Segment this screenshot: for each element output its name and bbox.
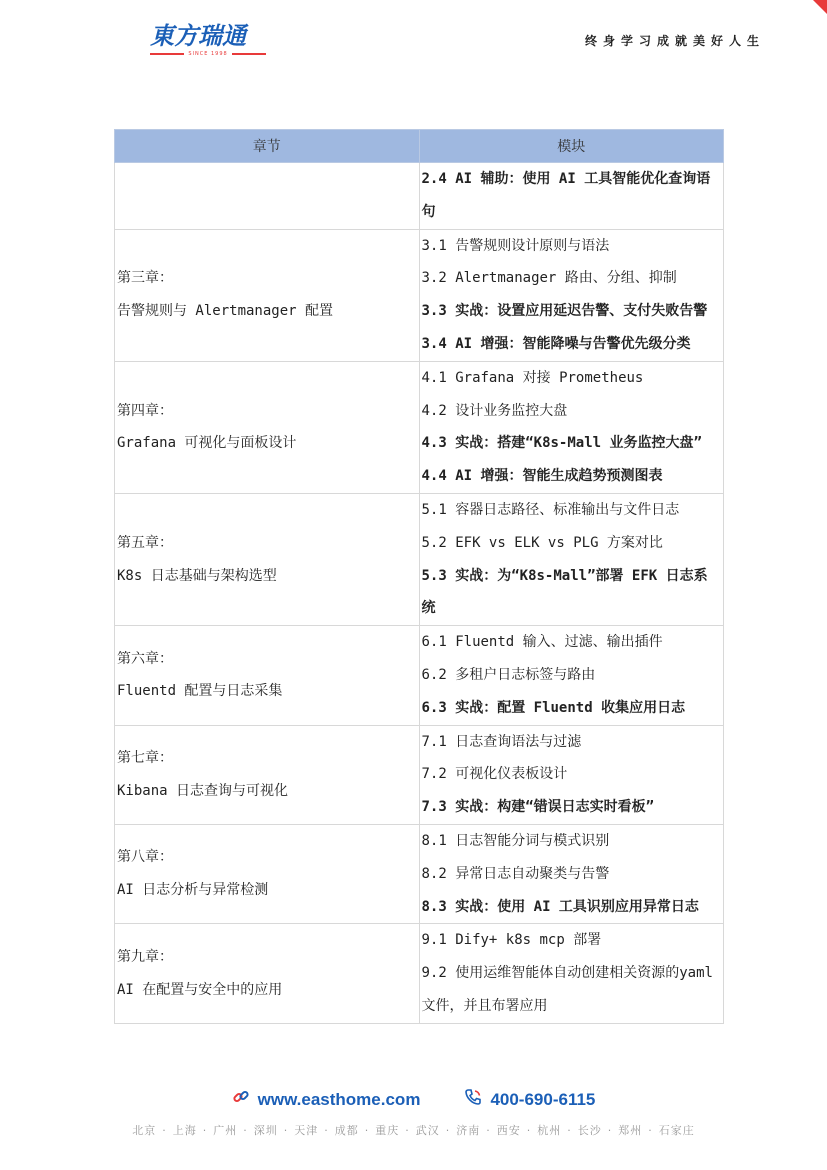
module-cell: [419, 493, 724, 625]
chapter-number: 第六章：: [117, 650, 173, 667]
city-name: 成都: [334, 1124, 359, 1137]
slogan: 终身学习成就美好人生: [584, 34, 765, 48]
module-item: 2.4 AI 辅助：使用 AI 工具智能优化查询语句: [421, 171, 711, 220]
footer-contacts: [0, 1088, 827, 1111]
logo-bar-left: [150, 53, 184, 55]
module-cell: [419, 361, 724, 493]
chapter-cell: [115, 361, 420, 493]
module-cell: [419, 229, 724, 361]
table-header-row: [115, 130, 724, 163]
city-separator: ·: [486, 1124, 491, 1137]
city-separator: ·: [405, 1124, 410, 1137]
city-separator: ·: [567, 1124, 572, 1137]
logo-since-row: [150, 51, 266, 57]
table-row: [115, 626, 724, 725]
city-name: 重庆: [375, 1124, 400, 1137]
table-row: [115, 163, 724, 230]
module-cell: [419, 163, 724, 230]
city-name: 深圳: [253, 1124, 278, 1137]
city-separator: ·: [445, 1124, 451, 1137]
column-header-module: 模块: [419, 130, 724, 163]
corner-accent: [813, 0, 827, 14]
city-separator: ·: [607, 1124, 613, 1137]
chapter-number: 第九章：: [117, 948, 173, 965]
city-separator: ·: [202, 1124, 208, 1137]
city-name: 石家庄: [658, 1124, 695, 1137]
module-item: 3.4 AI 增强：智能降噪与告警优先级分类: [421, 335, 691, 352]
logo-bar-right: [232, 53, 266, 55]
chapter-cell: [115, 725, 420, 824]
module-cell: [419, 824, 724, 923]
table-row: [115, 725, 724, 824]
city-name: 济南: [456, 1124, 481, 1137]
table-row: [115, 924, 724, 1023]
module-item: 7.3 实战：构建“错误日志实时看板”: [421, 799, 655, 816]
chapter-number: 第四章：: [117, 402, 173, 419]
chapter-cell: [115, 924, 420, 1023]
table-row: [115, 229, 724, 361]
chapter-number: 第七章：: [117, 749, 173, 766]
chapter-title: Fluentd 配置与日志采集: [117, 683, 283, 700]
chapter-title: Kibana 日志查询与可视化: [117, 782, 289, 799]
chapter-number: 第三章：: [117, 270, 173, 287]
phone-item[interactable]: [464, 1088, 595, 1111]
chapter-title: 告警规则与 Alertmanager 配置: [117, 303, 334, 320]
table-row: [115, 824, 724, 923]
city-separator: ·: [324, 1124, 329, 1137]
city-name: 广州: [213, 1124, 238, 1137]
chapter-number: 第八章：: [117, 849, 173, 866]
module-item: 7.1 日志查询语法与过滤: [421, 733, 582, 750]
brand-logo: [150, 22, 266, 57]
chapter-cell: [115, 493, 420, 625]
module-item: 8.2 异常日志自动聚类与告警: [421, 865, 610, 882]
chapter-title: AI 在配置与安全中的应用: [117, 981, 283, 998]
city-name: 北京: [132, 1124, 157, 1137]
module-item: 4.3 实战：搭建“K8s-Mall 业务监控大盘”: [421, 435, 702, 452]
chapter-title: Grafana 可视化与面板设计: [117, 435, 297, 452]
chapter-cell: [115, 824, 420, 923]
column-header-chapter: 章节: [115, 130, 420, 163]
city-separator: ·: [648, 1124, 653, 1137]
chapter-cell: [115, 229, 420, 361]
module-item: 5.1 容器日志路径、标准输出与文件日志: [421, 501, 680, 518]
chapter-cell: [115, 626, 420, 725]
city-name: 天津: [294, 1124, 319, 1137]
module-item: 4.2 设计业务监控大盘: [421, 402, 568, 419]
module-item: 9.2 使用运维智能体自动创建相关资源的yaml 文件，并且布署应用: [421, 965, 713, 1014]
city-separator: ·: [364, 1124, 370, 1137]
city-name: 武汉: [415, 1124, 440, 1137]
course-outline-table: [114, 129, 724, 1024]
chapter-number: 第五章：: [117, 534, 173, 551]
module-item: 5.2 EFK vs ELK vs PLG 方案对比: [421, 534, 663, 551]
module-item: 7.2 可视化仪表板设计: [421, 766, 568, 783]
module-cell: [419, 725, 724, 824]
city-separator: ·: [526, 1124, 532, 1137]
logo-since: SINCE 1998: [188, 51, 228, 57]
table-row: [115, 361, 724, 493]
module-cell: [419, 924, 724, 1023]
city-name: 西安: [496, 1124, 521, 1137]
table-row: [115, 493, 724, 625]
logo-text: 東方瑞通: [150, 22, 246, 50]
module-item: 4.1 Grafana 对接 Prometheus: [421, 369, 644, 386]
city-name: 长沙: [577, 1124, 602, 1137]
chapter-title: K8s 日志基础与架构选型: [117, 567, 277, 584]
chapter-cell: [115, 163, 420, 230]
module-item: 3.2 Alertmanager 路由、分组、抑制: [421, 270, 677, 287]
module-item: 5.3 实战：为“K8s-Mall”部署 EFK 日志系统: [421, 567, 708, 617]
module-item: 8.1 日志智能分词与模式识别: [421, 832, 610, 849]
module-item: 3.3 实战：设置应用延迟告警、支付失败告警: [421, 303, 708, 320]
website-link[interactable]: www.easthome.com: [257, 1089, 421, 1109]
phone-icon: [464, 1088, 482, 1111]
city-separator: ·: [283, 1124, 289, 1137]
table-body: [115, 163, 724, 1024]
website-item[interactable]: [232, 1088, 421, 1111]
city-separator: ·: [162, 1124, 167, 1137]
module-item: 8.3 实战：使用 AI 工具识别应用异常日志: [421, 898, 699, 915]
module-item: 6.2 多租户日志标签与路由: [421, 666, 596, 683]
module-item: 6.3 实战：配置 Fluentd 收集应用日志: [421, 699, 686, 716]
city-name: 上海: [172, 1124, 197, 1137]
module-item: 6.1 Fluentd 输入、过滤、输出插件: [421, 634, 663, 651]
footer-cities: [0, 1122, 827, 1138]
phone-number[interactable]: 400-690-6115: [490, 1089, 596, 1109]
city-name: 杭州: [537, 1124, 562, 1137]
module-item: 3.1 告警规则设计原则与语法: [421, 237, 610, 254]
city-name: 郑州: [618, 1124, 643, 1137]
module-cell: [419, 626, 724, 725]
city-separator: ·: [243, 1124, 248, 1137]
link-icon: [232, 1088, 250, 1111]
module-item: 4.4 AI 增强：智能生成趋势预测图表: [421, 468, 663, 485]
chapter-title: AI 日志分析与异常检测: [117, 882, 269, 899]
module-item: 9.1 Dify+ k8s mcp 部署: [421, 932, 602, 949]
